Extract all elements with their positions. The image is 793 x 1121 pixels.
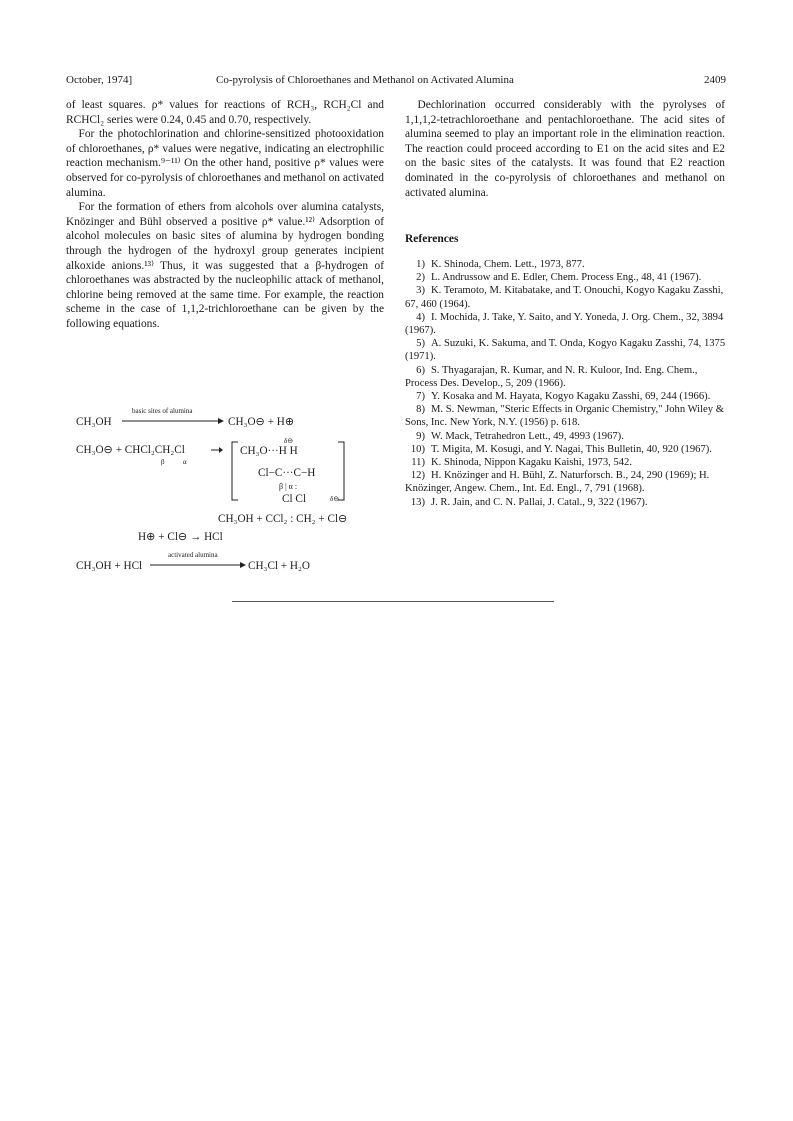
left-column xyxy=(66,98,384,332)
reference-text: W. Mack, Tetrahedron Lett., 49, 4993 (1967). xyxy=(431,430,624,442)
references-heading: References xyxy=(405,233,459,245)
reference-text: A. Suzuki, K. Sakuma, and T. Onda, Kogyo Kagaku Zasshi, 74, 1375 (1971). xyxy=(405,338,726,363)
reference-number: 9) xyxy=(416,430,425,442)
paragraph-ether-formation: For the formation of ethers from alcohols over alumina catalysts, Knözinger and Bühl observed a positive ρ* value.¹²⁾ Adsorption of alcohol molecules on basic sites of alumina by hydrogen bonding through the hydrogen of the hydroxyl group generates incipient alkoxide anions.¹³⁾ Thus, it was suggested that a β-hydrogen of chloroethanes was abstracted by the nucleophilic attack of methanol, chlorine being removed at the same time. For example, the reaction scheme in the case of 1,1,2-trichloroethane can be given by the following equations. xyxy=(66,201,384,330)
reference-item xyxy=(405,430,727,443)
ts-row4: Cl Cl xyxy=(282,493,306,505)
reference-text: I. Mochida, J. Take, Y. Saito, and Y. Yoneda, J. Org. Chem., 32, 3894 (1967). xyxy=(405,311,724,337)
reference-item xyxy=(405,271,727,284)
eq4-neutralization: H⊕ + Cl⊖ → HCl xyxy=(138,531,223,543)
reference-text: L. Andrussow and E. Edler, Chem. Process Eng., 48, 41 (1967). xyxy=(431,272,702,284)
ts-row1: CH₃O···H H xyxy=(240,445,298,457)
reference-number: 8) xyxy=(416,404,425,416)
reference-number: 6) xyxy=(416,364,425,376)
reference-number: 5) xyxy=(416,338,425,350)
reference-number: 2) xyxy=(416,272,425,284)
eq3-products: CH₃OH + CCl₂ : CH₂ + Cl⊖ xyxy=(218,513,348,525)
reference-number: 10) xyxy=(410,443,425,455)
eq5-arrow xyxy=(150,560,246,570)
reference-text: S. Thyagarajan, R. Kumar, and N. R. Kuloor, Ind. Eng. Chem., Process Des. Develop., 5, 209 (1966). xyxy=(405,364,698,389)
eq2-arrow xyxy=(211,446,223,454)
ts-row3: β | α : xyxy=(279,482,298,491)
ts-row2: Cl−C···C−H xyxy=(258,467,316,479)
reference-item xyxy=(405,258,727,271)
transition-state-left-bracket xyxy=(228,440,240,502)
reference-item xyxy=(405,337,727,363)
reference-number: 13) xyxy=(410,496,425,508)
paragraph-continued: of least squares. ρ* values for reactions of RCH₃, RCH₂Cl and RCHCl₂ series were 0.24, 0.45 and 0.70, respectively. xyxy=(66,99,384,126)
header-date: October, 1974] xyxy=(66,74,133,86)
reference-item xyxy=(405,403,727,429)
eq1-products: CH₃O⊖ + H⊕ xyxy=(228,416,295,428)
eq1-reactant: CH₃OH xyxy=(76,416,112,428)
reference-item xyxy=(405,364,727,390)
reference-item xyxy=(405,456,727,469)
reference-item xyxy=(405,496,727,509)
delta-minus-label-2: δ⊖ xyxy=(330,495,340,503)
reference-number: 7) xyxy=(416,391,425,403)
eq1-arrow-label: basic sites of alumina xyxy=(132,407,193,415)
reference-text: T. Migita, M. Kosugi, and Y. Nagai, This Bulletin, 40, 920 (1967). xyxy=(431,443,712,455)
eq5-arrow-label: activated alumina xyxy=(168,551,218,559)
references-list xyxy=(405,258,727,509)
reference-item xyxy=(405,390,727,403)
page-number: 2409 xyxy=(704,74,726,86)
beta-label: β xyxy=(161,458,165,466)
reference-text: J. R. Jain, and C. N. Pallai, J. Catal., 9, 322 (1967). xyxy=(431,496,648,508)
reference-item xyxy=(405,311,727,337)
reference-text: K. Teramoto, M. Kitabatake, and T. Onouchi, Kogyo Kagaku Zasshi, 67, 460 (1964). xyxy=(405,285,724,310)
reference-number: 11) xyxy=(411,457,425,469)
reference-text: K. Shinoda, Nippon Kagaku Kaishi, 1973, 542. xyxy=(431,457,632,469)
reference-number: 3) xyxy=(416,285,425,297)
right-column xyxy=(405,98,725,200)
reference-item xyxy=(405,469,727,495)
running-header xyxy=(66,72,726,88)
reference-text: K. Shinoda, Chem. Lett., 1973, 877. xyxy=(431,259,585,270)
reference-number: 4) xyxy=(416,311,425,323)
eq2-reactants: CH₃O⊖ + CHCl₂CH₂Cl xyxy=(76,444,185,456)
alpha-label: α xyxy=(183,458,187,466)
reference-number: 1) xyxy=(416,259,425,270)
reference-text: H. Knözinger and H. Bühl, Z. Naturforsch. B., 24, 290 (1969); H. Knözinger, Angew. Chem., Int. Ed. Engl., 7, 791 (1968). xyxy=(405,470,710,495)
end-rule xyxy=(232,601,554,602)
paragraph-photochlorination: For the photochlorination and chlorine-sensitized photooxidation of chloroethanes, ρ* values were negative, indicating an electrophilic reaction mechanism.⁹⁻¹¹⁾ On the other hand, positive ρ* values were observed for co-pyrolysis of chloroethanes and methanol on activated alumina. xyxy=(66,128,384,199)
eq1-arrow xyxy=(122,416,224,426)
reference-item xyxy=(405,443,727,456)
transition-state-right-bracket xyxy=(336,440,348,502)
reference-number: 12) xyxy=(410,470,425,482)
paragraph-dechlorination: Dechlorination occurred considerably with the pyrolyses of 1,1,1,2-tetrachloroethane and pentachloroethane. The acid sites of alumina seemed to play an important role in the elimination reaction. The reaction could proceed according to E1 on the acid sites and E2 on the basic sites of the catalysts. It was found that E2 reaction dominated in the co-pyrolysis of chloroethanes and methanol on activated alumina. xyxy=(405,99,725,199)
reference-text: M. S. Newman, "Steric Effects in Organic Chemistry," John Wiley & Sons, Inc. New York, N.Y. (1956) p. 618. xyxy=(405,404,724,429)
delta-minus-label: δ⊖ xyxy=(284,437,294,445)
eq5-products: CH₃Cl + H₂O xyxy=(248,560,310,572)
eq5-reactants: CH₃OH + HCl xyxy=(76,560,143,572)
reference-item xyxy=(405,284,727,310)
header-title: Co-pyrolysis of Chloroethanes and Methanol on Activated Alumina xyxy=(216,74,514,86)
reference-text: Y. Kosaka and M. Hayata, Kogyo Kagaku Zasshi, 69, 244 (1966). xyxy=(431,391,711,403)
